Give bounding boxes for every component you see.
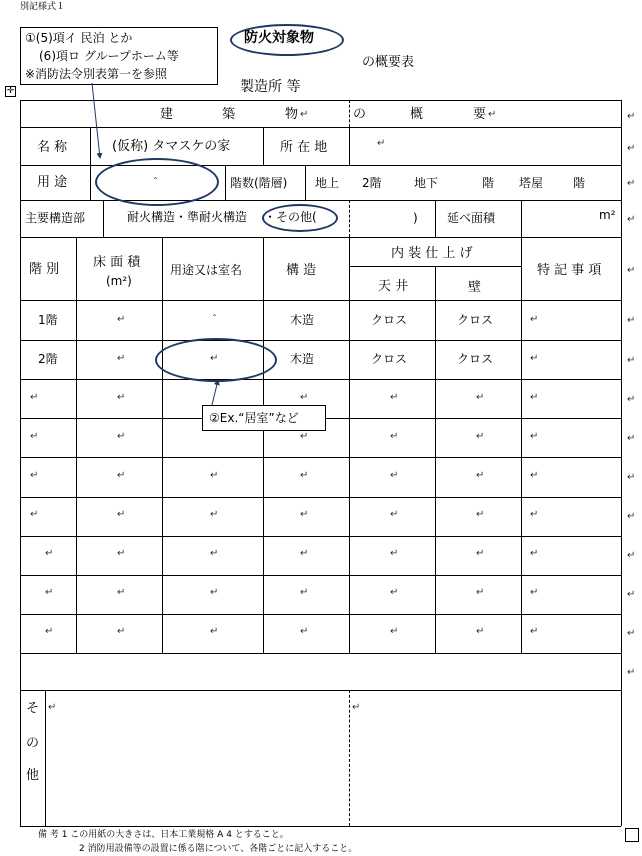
row-2-ceiling: クロス <box>371 352 408 366</box>
title-suffix: の概要表 <box>362 55 415 70</box>
col-area-unit: (m²) <box>106 274 132 288</box>
usage-value[interactable]: ˆ <box>153 177 158 188</box>
tower-unit: 階 <box>573 176 586 190</box>
col-floor-header: 階 別 <box>29 262 60 277</box>
floors-label: 階数(階層) <box>230 176 288 190</box>
callout-line-1: ①(5)項イ 民泊 とか <box>25 31 133 45</box>
structure-other-option[interactable]: ・その他( <box>264 210 317 224</box>
move-handle-icon[interactable]: ✛ <box>6 86 15 96</box>
callout-line-2: (6)項ロ グループホーム等 <box>39 49 179 63</box>
header-char-2: 築 <box>222 107 236 122</box>
col-finish-header: 内 装 仕 上 げ <box>391 246 473 261</box>
usage-label: 用 途 <box>37 175 68 190</box>
row-2-floor: 2階 <box>38 352 58 366</box>
row-2-structure: 木造 <box>290 352 315 366</box>
col-ceiling-header: 天 井 <box>378 279 409 294</box>
structure-options: 耐火構造・準耐火構造 <box>127 210 248 224</box>
above-ground-label: 地上 <box>315 176 340 190</box>
remark-line-2: 2 消防用設備等の設置に係る階について、各階ごとに記入すること。 <box>79 844 358 854</box>
header-connector: の <box>353 107 367 122</box>
col-area-header: 床 面 積 <box>93 255 141 270</box>
col-notes-header: 特 記 事 項 <box>537 263 602 278</box>
col-use-header: 用途又は室名 <box>170 263 243 277</box>
form-label: 別記様式１ <box>20 2 66 12</box>
remark-line-1: 備 考 1 この用紙の大きさは、日本工業規格 A 4 とすること。 <box>38 830 289 840</box>
structure-label: 主要構造部 <box>25 211 86 225</box>
row-2-wall: クロス <box>457 352 494 366</box>
title-second-line: 製造所 等 <box>240 79 301 95</box>
header-char-3: 物 <box>285 107 299 122</box>
name-value[interactable]: (仮称) タマスケの家 <box>112 139 231 154</box>
col-structure-header: 構 造 <box>286 263 317 278</box>
location-label: 所 在 地 <box>280 140 328 155</box>
resize-handle[interactable] <box>625 828 639 842</box>
name-label: 名 称 <box>37 140 68 155</box>
area-unit: m² <box>599 208 616 222</box>
callout-room-text: ②Ex.“居室”など <box>209 411 299 425</box>
above-ground-value[interactable]: 2階 <box>362 176 382 190</box>
title-highlighted: 防火対象物 <box>244 30 314 46</box>
header-char-1: 建 <box>160 107 174 122</box>
row-1-wall: クロス <box>457 313 494 327</box>
row-1-floor: 1階 <box>38 313 58 327</box>
other-char-3: 他 <box>26 768 40 783</box>
structure-close-paren: ) <box>413 211 418 225</box>
callout-line-3: ※消防法令別表第一を参照 <box>25 67 168 81</box>
header-char-5: 要 <box>473 107 487 122</box>
below-ground-unit: 階 <box>482 176 495 190</box>
tower-label: 塔屋 <box>519 176 544 190</box>
other-char-2: の <box>26 736 40 751</box>
row-1-ceiling: クロス <box>371 313 408 327</box>
below-ground-label: 地下 <box>414 176 439 190</box>
other-char-1: そ <box>26 701 40 716</box>
header-char-4: 概 <box>410 107 424 122</box>
total-area-label: 延べ面積 <box>447 211 496 225</box>
col-wall-header: 壁 <box>468 280 482 295</box>
row-1-structure: 木造 <box>290 313 315 327</box>
